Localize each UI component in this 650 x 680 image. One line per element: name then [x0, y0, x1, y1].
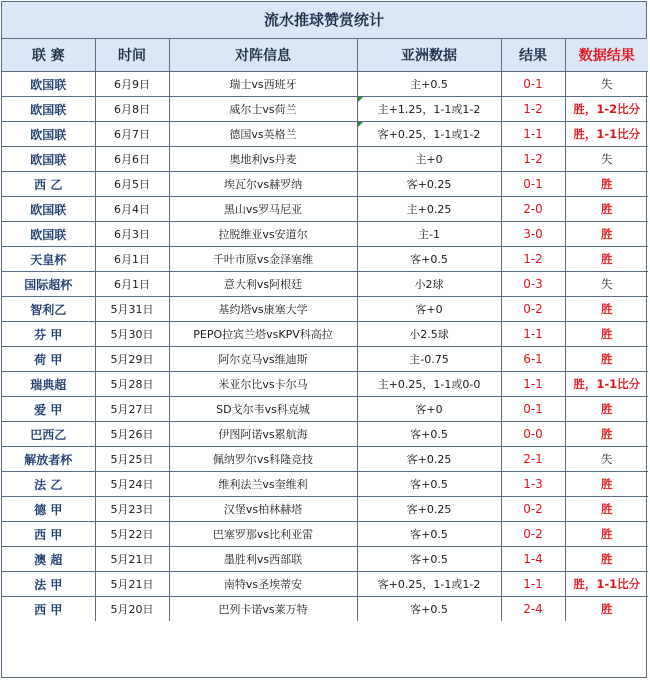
match-text: 佩纳罗尔vs科隆竞技 [212, 453, 314, 466]
score-cell [501, 522, 565, 547]
date-cell [95, 222, 169, 247]
result-text: 失 [601, 77, 613, 91]
table-row [2, 397, 648, 422]
score-cell [501, 197, 565, 222]
date-cell [95, 522, 169, 547]
date-text: 5月26日 [110, 428, 154, 441]
league-cell [2, 197, 95, 222]
result-cell [565, 247, 648, 272]
date-cell [95, 597, 169, 622]
date-cell [95, 172, 169, 197]
match-cell [169, 572, 357, 597]
league-cell [2, 522, 95, 547]
table-row [2, 447, 648, 472]
match-cell [169, 447, 357, 472]
score-text: 1-1 [523, 127, 543, 141]
comment-marker-icon [358, 122, 363, 127]
asian-data-text: 主+0.25，1-1或0-0 [377, 378, 481, 391]
score-text: 1-3 [523, 477, 543, 491]
asian-data-text: 客+0.5 [410, 253, 448, 266]
asian-data-cell [357, 272, 501, 297]
asian-data-cell [357, 297, 501, 322]
match-cell [169, 422, 357, 447]
match-text: 基约塔vs康塞大学 [218, 303, 308, 316]
asian-data-text: 客+0.25 [406, 503, 452, 516]
table-row [2, 197, 648, 222]
result-cell [565, 97, 648, 122]
score-cell [501, 397, 565, 422]
league-cell [2, 422, 95, 447]
asian-data-cell [357, 422, 501, 447]
result-text: 胜 [601, 252, 613, 266]
match-text: 瑞士vs西班牙 [229, 78, 297, 91]
date-text: 6月4日 [114, 203, 150, 216]
result-cell [565, 197, 648, 222]
asian-data-cell [357, 547, 501, 572]
score-cell [501, 347, 565, 372]
date-text: 5月24日 [110, 478, 154, 491]
asian-data-text: 主-0.75 [409, 353, 449, 366]
date-text: 6月6日 [114, 153, 150, 166]
result-cell [565, 547, 648, 572]
date-cell [95, 72, 169, 97]
match-cell [169, 247, 357, 272]
score-cell [501, 497, 565, 522]
match-cell [169, 547, 357, 572]
asian-data-text: 主+0 [415, 153, 443, 166]
table-row [2, 272, 648, 297]
league-text: 法 甲 [34, 577, 63, 592]
score-cell [501, 547, 565, 572]
score-text: 1-4 [523, 552, 543, 566]
match-cell [169, 597, 357, 622]
asian-data-text: 客+0.25，1-1或1-2 [377, 578, 481, 591]
match-text: 汉堡vs柏林赫塔 [223, 503, 303, 516]
date-text: 6月1日 [114, 278, 150, 291]
league-cell [2, 222, 95, 247]
table-row [2, 247, 648, 272]
date-text: 5月21日 [110, 553, 154, 566]
date-cell [95, 272, 169, 297]
result-cell [565, 397, 648, 422]
date-cell [95, 372, 169, 397]
match-text: 巴塞罗那vs比利亚雷 [212, 528, 314, 541]
asian-data-text: 客+0.5 [410, 478, 448, 491]
asian-data-text: 客+0.25 [406, 453, 452, 466]
result-text: 失 [601, 152, 613, 166]
result-text: 失 [601, 277, 613, 291]
asian-data-cell [357, 522, 501, 547]
league-cell [2, 447, 95, 472]
match-cell [169, 72, 357, 97]
date-text: 5月20日 [110, 603, 154, 616]
match-cell [169, 97, 357, 122]
table-row [2, 222, 648, 247]
match-cell [169, 197, 357, 222]
league-cell [2, 347, 95, 372]
league-text: 欧国联 [30, 202, 67, 217]
match-text: 千叶市原vs金泽塞维 [212, 253, 314, 266]
score-text: 1-2 [523, 102, 543, 116]
score-cell [501, 297, 565, 322]
asian-data-text: 主+0.5 [410, 78, 448, 91]
result-text: 胜，1-1比分 [573, 577, 641, 591]
league-text: 法 乙 [34, 477, 63, 492]
match-text: SD戈尔韦vs科克城 [216, 403, 310, 416]
date-text: 5月29日 [110, 353, 154, 366]
date-cell [95, 297, 169, 322]
date-text: 5月30日 [110, 328, 154, 341]
match-text: 德国vs英格兰 [229, 128, 297, 141]
match-text: 奥地利vs丹麦 [229, 153, 297, 166]
score-text: 2-4 [523, 602, 543, 616]
result-cell [565, 172, 648, 197]
league-text: 欧国联 [30, 102, 67, 117]
score-text: 1-2 [523, 252, 543, 266]
match-cell [169, 172, 357, 197]
header-score: 结果 [501, 39, 565, 72]
asian-data-text: 客+0.25，1-1或1-2 [377, 128, 481, 141]
table-row [2, 547, 648, 572]
league-text: 西 乙 [34, 177, 63, 192]
match-cell [169, 397, 357, 422]
match-cell [169, 497, 357, 522]
date-text: 6月8日 [114, 103, 150, 116]
date-cell [95, 572, 169, 597]
score-cell [501, 447, 565, 472]
score-cell [501, 122, 565, 147]
match-text: 意大利vs阿根廷 [223, 278, 303, 291]
date-cell [95, 497, 169, 522]
league-cell [2, 97, 95, 122]
league-text: 天皇杯 [30, 252, 67, 267]
result-text: 胜 [601, 352, 613, 366]
result-cell [565, 422, 648, 447]
score-cell [501, 322, 565, 347]
result-text: 胜 [601, 402, 613, 416]
score-text: 0-2 [523, 527, 543, 541]
result-cell [565, 322, 648, 347]
result-cell [565, 447, 648, 472]
match-text: 伊图阿诺vs累航海 [218, 428, 308, 441]
league-cell [2, 297, 95, 322]
league-cell [2, 247, 95, 272]
date-cell [95, 422, 169, 447]
date-text: 5月22日 [110, 528, 154, 541]
result-cell [565, 147, 648, 172]
date-cell [95, 397, 169, 422]
league-text: 澳 超 [34, 552, 63, 567]
result-cell [565, 72, 648, 97]
comment-marker-icon [358, 97, 363, 102]
result-cell [565, 222, 648, 247]
result-cell [565, 522, 648, 547]
score-text: 0-2 [523, 302, 543, 316]
score-text: 6-1 [523, 352, 543, 366]
league-text: 智利乙 [30, 302, 67, 317]
match-text: 埃瓦尔vs赫罗纳 [223, 178, 303, 191]
score-cell [501, 147, 565, 172]
league-cell [2, 372, 95, 397]
match-text: 南特vs圣埃蒂安 [223, 578, 303, 591]
result-text: 胜 [601, 427, 613, 441]
match-text: 拉脱维亚vs安道尔 [218, 228, 308, 241]
league-text: 欧国联 [30, 77, 67, 92]
asian-data-text: 客+0.5 [410, 528, 448, 541]
match-cell [169, 272, 357, 297]
match-cell [169, 297, 357, 322]
asian-data-text: 小2球 [414, 278, 444, 291]
asian-data-text: 小2.5球 [409, 328, 449, 341]
match-cell [169, 472, 357, 497]
league-text: 巴西乙 [30, 427, 67, 442]
score-text: 2-1 [523, 452, 543, 466]
date-cell [95, 347, 169, 372]
league-cell [2, 397, 95, 422]
match-text: PEPO拉宾兰塔vsKPV科高拉 [193, 328, 333, 341]
score-cell [501, 372, 565, 397]
date-cell [95, 322, 169, 347]
date-cell [95, 122, 169, 147]
score-text: 1-1 [523, 577, 543, 591]
header-result: 数据结果 [565, 39, 648, 72]
date-text: 5月23日 [110, 503, 154, 516]
asian-data-cell [357, 572, 501, 597]
result-cell [565, 297, 648, 322]
league-cell [2, 572, 95, 597]
table-row [2, 347, 648, 372]
date-text: 5月31日 [110, 303, 154, 316]
result-text: 胜 [601, 502, 613, 516]
table-row [2, 297, 648, 322]
league-cell [2, 147, 95, 172]
table-row [2, 472, 648, 497]
header-league: 联 赛 [2, 39, 95, 72]
score-text: 2-0 [523, 202, 543, 216]
league-cell [2, 72, 95, 97]
header-row [2, 39, 648, 72]
asian-data-cell [357, 472, 501, 497]
table-row [2, 522, 648, 547]
result-cell [565, 122, 648, 147]
match-text: 维利法兰vs奎维利 [218, 478, 308, 491]
match-text: 阿尔克马vs维迪斯 [218, 353, 308, 366]
league-cell [2, 547, 95, 572]
league-text: 欧国联 [30, 227, 67, 242]
table-row [2, 572, 648, 597]
score-cell [501, 597, 565, 622]
asian-data-cell [357, 322, 501, 347]
result-text: 胜 [601, 327, 613, 341]
asian-data-text: 客+0 [415, 303, 443, 316]
result-cell [565, 572, 648, 597]
match-text: 巴列卡诺vs莱万特 [218, 603, 308, 616]
result-cell [565, 347, 648, 372]
result-text: 胜 [601, 477, 613, 491]
asian-data-cell [357, 197, 501, 222]
asian-data-cell [357, 372, 501, 397]
league-text: 芬 甲 [34, 327, 63, 342]
score-cell [501, 222, 565, 247]
asian-data-cell [357, 447, 501, 472]
league-cell [2, 322, 95, 347]
date-text: 5月25日 [110, 453, 154, 466]
league-cell [2, 172, 95, 197]
table-row [2, 422, 648, 447]
date-cell [95, 147, 169, 172]
table-row [2, 597, 648, 622]
league-text: 瑞典超 [30, 377, 67, 392]
asian-data-cell [357, 247, 501, 272]
score-text: 0-1 [523, 177, 543, 191]
header-time: 时间 [95, 39, 169, 72]
league-cell [2, 597, 95, 622]
asian-data-cell [357, 597, 501, 622]
asian-data-text: 客+0.5 [410, 553, 448, 566]
league-text: 西 甲 [34, 602, 63, 617]
score-text: 1-1 [523, 377, 543, 391]
result-text: 胜，1-2比分 [573, 102, 641, 116]
league-text: 国际超杯 [24, 277, 73, 292]
date-text: 6月1日 [114, 253, 150, 266]
score-text: 1-1 [523, 327, 543, 341]
table-row [2, 147, 648, 172]
score-text: 0-3 [523, 277, 543, 291]
date-cell [95, 197, 169, 222]
result-text: 胜，1-1比分 [573, 127, 641, 141]
date-text: 6月7日 [114, 128, 150, 141]
result-text: 胜 [601, 202, 613, 216]
score-text: 0-1 [523, 402, 543, 416]
date-text: 5月21日 [110, 578, 154, 591]
asian-data-text: 主+1.25，1-1或1-2 [377, 103, 481, 116]
match-text: 威尔士vs荷兰 [229, 103, 297, 116]
result-text: 胜 [601, 227, 613, 241]
league-cell [2, 122, 95, 147]
date-cell [95, 472, 169, 497]
asian-data-cell [357, 497, 501, 522]
table-row [2, 122, 648, 147]
match-cell [169, 147, 357, 172]
league-text: 德 甲 [34, 502, 63, 517]
asian-data-cell [357, 72, 501, 97]
score-text: 0-1 [523, 77, 543, 91]
asian-data-cell [357, 147, 501, 172]
score-cell [501, 472, 565, 497]
table-row [2, 97, 648, 122]
asian-data-text: 客+0 [415, 403, 443, 416]
result-cell [565, 597, 648, 622]
table-row [2, 497, 648, 522]
score-cell [501, 272, 565, 297]
stats-sheet [1, 1, 647, 678]
date-cell [95, 97, 169, 122]
league-text: 西 甲 [34, 527, 63, 542]
table-row [2, 72, 648, 97]
result-cell [565, 497, 648, 522]
asian-data-cell [357, 97, 501, 122]
header-asian: 亚洲数据 [357, 39, 501, 72]
score-text: 1-2 [523, 152, 543, 166]
score-cell [501, 172, 565, 197]
asian-data-cell [357, 222, 501, 247]
match-text: 墨胜利vs西部联 [223, 553, 303, 566]
score-text: 3-0 [523, 227, 543, 241]
match-text: 黑山vs罗马尼亚 [223, 203, 303, 216]
header-match: 对阵信息 [169, 39, 357, 72]
score-cell [501, 247, 565, 272]
result-text: 胜，1-1比分 [573, 377, 641, 391]
result-text: 胜 [601, 552, 613, 566]
match-cell [169, 347, 357, 372]
result-cell [565, 272, 648, 297]
match-cell [169, 322, 357, 347]
league-text: 欧国联 [30, 127, 67, 142]
match-text: 米亚尔比vs卡尔马 [218, 378, 308, 391]
asian-data-text: 客+0.5 [410, 603, 448, 616]
score-cell [501, 72, 565, 97]
league-cell [2, 272, 95, 297]
asian-data-text: 客+0.25 [406, 178, 452, 191]
league-cell [2, 472, 95, 497]
asian-data-text: 主-1 [418, 228, 440, 241]
result-text: 失 [601, 452, 613, 466]
date-text: 6月3日 [114, 228, 150, 241]
table-body [2, 72, 648, 622]
league-text: 荷 甲 [34, 352, 63, 367]
date-text: 5月28日 [110, 378, 154, 391]
results-table [2, 39, 648, 621]
date-cell [95, 547, 169, 572]
league-text: 爱 甲 [34, 402, 63, 417]
date-cell [95, 247, 169, 272]
asian-data-cell [357, 397, 501, 422]
result-text: 胜 [601, 602, 613, 616]
score-cell [501, 572, 565, 597]
score-cell [501, 97, 565, 122]
asian-data-cell [357, 122, 501, 147]
table-row [2, 322, 648, 347]
league-cell [2, 497, 95, 522]
asian-data-cell [357, 172, 501, 197]
date-text: 5月27日 [110, 403, 154, 416]
match-cell [169, 222, 357, 247]
match-cell [169, 122, 357, 147]
date-cell [95, 447, 169, 472]
result-text: 胜 [601, 527, 613, 541]
match-cell [169, 522, 357, 547]
league-text: 欧国联 [30, 152, 67, 167]
asian-data-cell [357, 347, 501, 372]
sheet-title: 流水推球赞赏统计 [2, 2, 646, 39]
score-text: 0-2 [523, 502, 543, 516]
date-text: 6月5日 [114, 178, 150, 191]
table-row [2, 372, 648, 397]
result-text: 胜 [601, 302, 613, 316]
score-cell [501, 422, 565, 447]
table-row [2, 172, 648, 197]
score-text: 0-0 [523, 427, 543, 441]
result-cell [565, 472, 648, 497]
result-text: 胜 [601, 177, 613, 191]
asian-data-text: 客+0.5 [410, 428, 448, 441]
match-cell [169, 372, 357, 397]
league-text: 解放者杯 [24, 452, 73, 467]
asian-data-text: 主+0.25 [406, 203, 452, 216]
date-text: 6月9日 [114, 78, 150, 91]
result-cell [565, 372, 648, 397]
